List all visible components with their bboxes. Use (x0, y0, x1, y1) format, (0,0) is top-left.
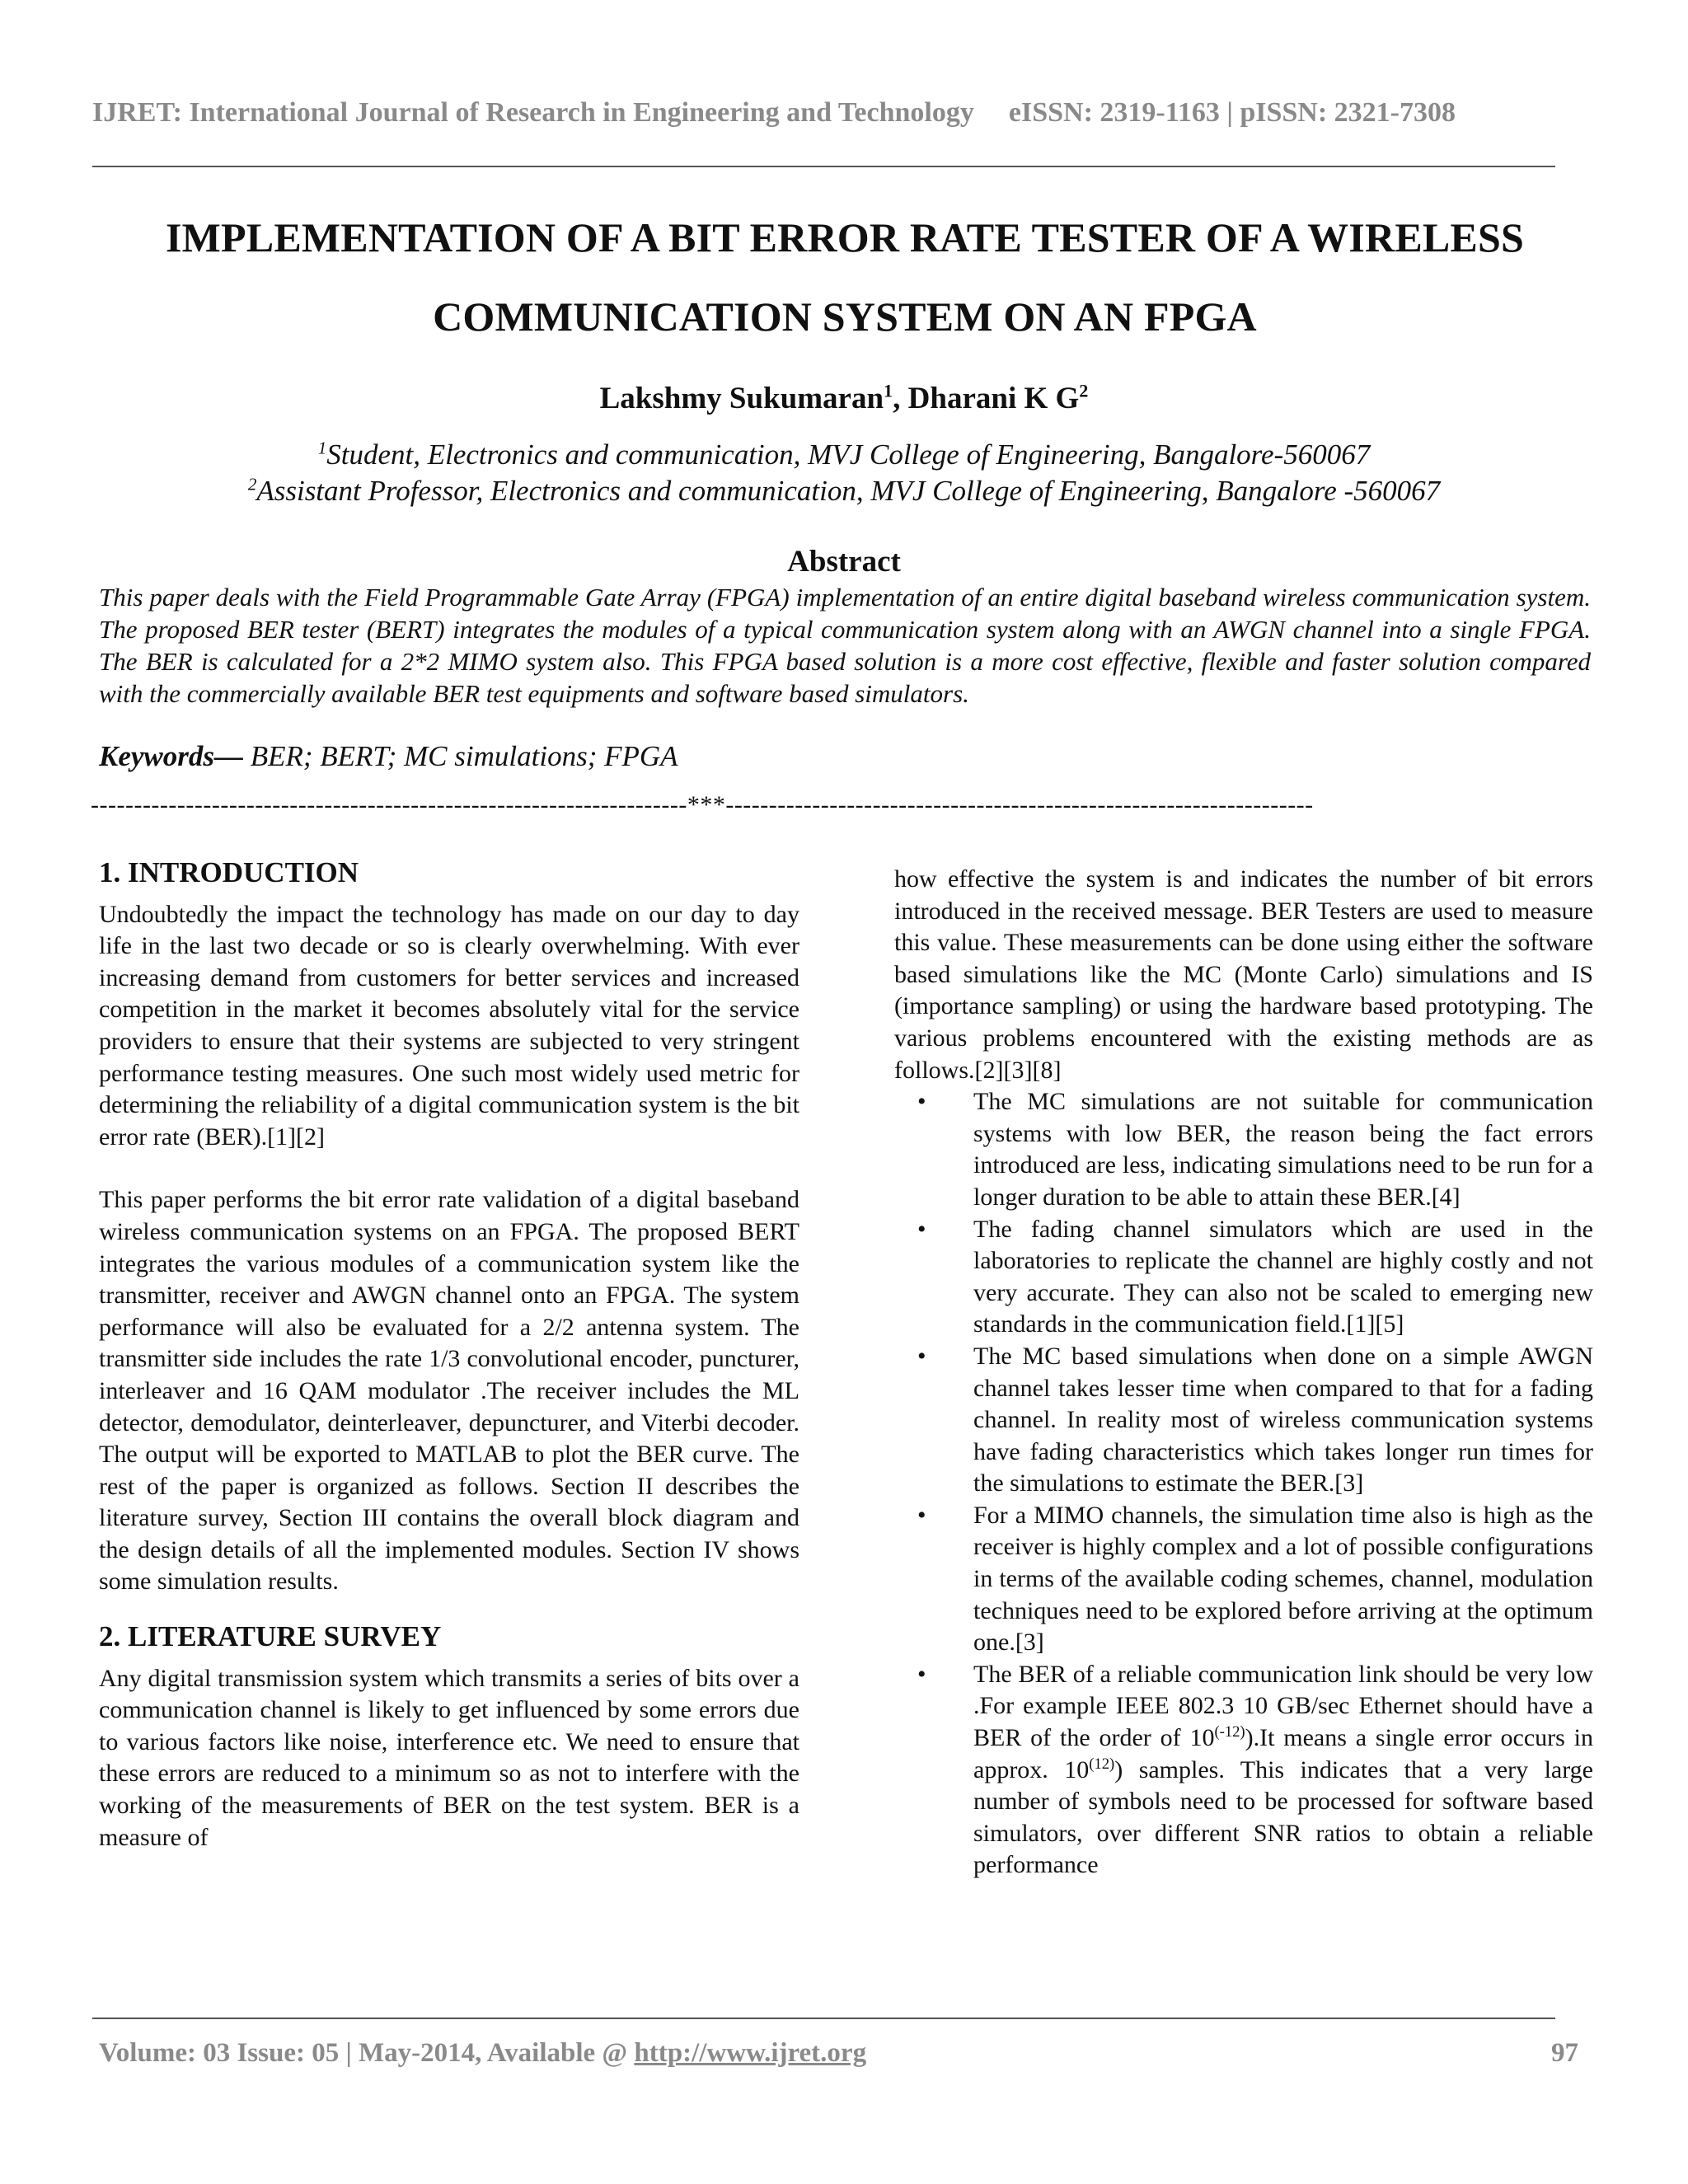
author-1: Lakshmy Sukumaran (599, 382, 884, 415)
author-2: Dharani K G (907, 382, 1080, 415)
list-item-text-part-3: ) samples. This indicates that a very large number of symbols need to be processed for software based simulators, over different SNR ratios to obtain a reliable performance (973, 1755, 1593, 1879)
journal-link[interactable]: http://www.ijret.org (634, 2038, 867, 2068)
list-item-text-part-2: ).It means a single error occurs in approx. 10 (973, 1724, 1593, 1783)
affiliation-1 (0, 438, 1688, 471)
title-line-2: COMMUNICATION SYSTEM ON AN FPGA (433, 293, 1257, 340)
keywords (99, 740, 678, 773)
paper-title (82, 198, 1607, 356)
footer-rule (92, 2018, 1555, 2019)
list-item-text: The MC based simulations when done on a simple AWGN channel takes lesser time when compared to that for a fading channel. In reality most of wireless communication systems have fading characteristics which takes longer run times for the simulations to estimate the BER.[3] (973, 1342, 1593, 1497)
running-header (92, 97, 1543, 129)
affiliation-2-text: Assistant Professor, Electronics and communication, MVJ College of Engineering, Bangalore -560067 (256, 475, 1441, 507)
page-footer (99, 2038, 1578, 2069)
affiliation-2 (0, 475, 1688, 508)
literature-paragraph-1: Any digital transmission system which transmits a series of bits over a communication channel is likely to get influenced by some errors due to various factors like noise, interference etc. We need to ensure that these errors are reduced to a minimum so as not to interfere with the working of the measurements of BER on the test system. BER is a measure of (99, 1664, 799, 1851)
intro-paragraph-2: This paper performs the bit error rate validation of a digital baseband wireless communication systems on an FPGA. The proposed BERT integrates the various modules of a communication system like the transmitter, receiver and AWGN channel onto an FPGA. The system performance will also be evaluated for a 2/2 antenna system. The transmitter side includes the rate 1/3 convolutional encoder, puncturer, interleaver and 16 QAM modulator .The receiver includes the ML detector, demodulator, deinterleaver, depuncturer, and Viterbi decoder. The output will be exported to MATLAB to plot the BER curve. The rest of the paper is organized as follows. Section II describes the literature survey, Section III contains the overall block diagram and the design details of all the implemented modules. Section IV shows some simulation results. (99, 1186, 799, 1596)
section-separator: ---------------------------------------------------------------------***-------------------------------------------------------------------- (91, 791, 1314, 818)
keywords-text: BER; BERT; MC simulations; FPGA (243, 740, 678, 772)
issn: eISSN: 2319-1163 | pISSN: 2321-7308 (1008, 97, 1456, 128)
problem-list (894, 1086, 1593, 1882)
paragraph-gap (99, 1153, 799, 1184)
affiliation-1-sup: 1 (317, 438, 327, 458)
abstract-heading: Abstract (787, 545, 901, 579)
bullet-glyph: • (917, 1342, 926, 1370)
list-item (894, 1341, 1593, 1500)
list-item-text: For a MIMO channels, the simulation time also is high as the receiver is highly complex and a lot of possible configurations in terms of the available coding schemes, channel, modulation techniques need to be explored before arriving at the optimum one.[3] (973, 1501, 1593, 1657)
section-gap (99, 1598, 799, 1621)
author-separator: , (893, 382, 908, 415)
list-item-text: The MC simulations are not suitable for communication systems with low BER, the reason being the fact errors introduced are less, indicating simulations need to be run for a longer duration to be able to attain these BER.[4] (973, 1088, 1593, 1211)
title-line-1: IMPLEMENTATION OF A BIT ERROR RATE TESTER OF A WIRELESS (166, 214, 1524, 260)
author-1-sup: 1 (884, 380, 893, 401)
list-item (894, 1214, 1593, 1341)
footer-volume: Volume: 03 Issue: 05 | May-2014, Available @ (99, 2038, 635, 2068)
affiliation-2-sup: 2 (247, 474, 257, 494)
bullet-glyph: • (917, 1215, 926, 1243)
list-item-text: The fading channel simulators which are used in the laboratories to replicate the channel are highly costly and not very accurate. They can also not be scaled to emerging new standards in the communication field.[1][5] (973, 1215, 1593, 1338)
list-item (894, 1500, 1593, 1659)
affiliation-1-text: Student, Electronics and communication, MVJ College of Engineering, Bangalore-560067 (326, 438, 1371, 471)
literature-paragraph-continued: how effective the system is and indicates the number of bit errors introduced in the received message. BER Testers are used to measure this value. These measurements can be done using either the software based simulations like the MC (Monte Carlo) simulations and IS (importance sampling) or using the hardware based prototyping. The various problems encountered with the existing methods are as follows.[2][3][8] (894, 865, 1593, 1084)
header-rule (92, 166, 1555, 167)
bullet-glyph: • (917, 1088, 926, 1116)
bullet-glyph: • (917, 1501, 926, 1529)
author-2-sup: 2 (1079, 380, 1089, 401)
left-column (99, 857, 799, 1854)
list-item (894, 1659, 1593, 1882)
abstract-body: This paper deals with the Field Programmable Gate Array (FPGA) implementation of an entire digital baseband wireless communication system. The proposed BER tester (BERT) integrates the modules of a typical communication system along with an AWGN channel into a single FPGA. The BER is calculated for a 2*2 MIMO system also. This FPGA based solution is a more cost effective, flexible and faster solution compared with the commercially available BER test equipments and software based simulators. (99, 583, 1591, 708)
keywords-label: Keywords— (99, 740, 243, 772)
bullet-glyph: • (917, 1660, 926, 1688)
intro-heading: 1. INTRODUCTION (99, 856, 359, 888)
intro-paragraph-1: Undoubtedly the impact the technology has made on our day to day life in the last two decade or so is clearly overwhelming. With ever increasing demand from customers for better services and increased competition in the market it becomes absolutely vital for the service providers to ensure that their systems are subjected to very stringent performance testing measures. One such most widely used metric for determining the reliability of a digital communication system is the bit error rate (BER).[1][2] (99, 900, 799, 1151)
right-column (894, 864, 1593, 1882)
exponent-2: (12) (1089, 1755, 1115, 1773)
exponent-1: (-12) (1214, 1723, 1245, 1741)
list-item (894, 1086, 1593, 1213)
author-list (0, 381, 1688, 416)
list-item-text-part-1: The BER of a reliable communication link should be very low .For example IEEE 802.3 10 GB/sec Ethernet should have a BER of the order of 10 (973, 1660, 1593, 1752)
page-number: 97 (1551, 2038, 1578, 2068)
journal-name: IJRET: International Journal of Research in Engineering and Technology (92, 97, 974, 128)
literature-heading: 2. LITERATURE SURVEY (99, 1620, 442, 1653)
